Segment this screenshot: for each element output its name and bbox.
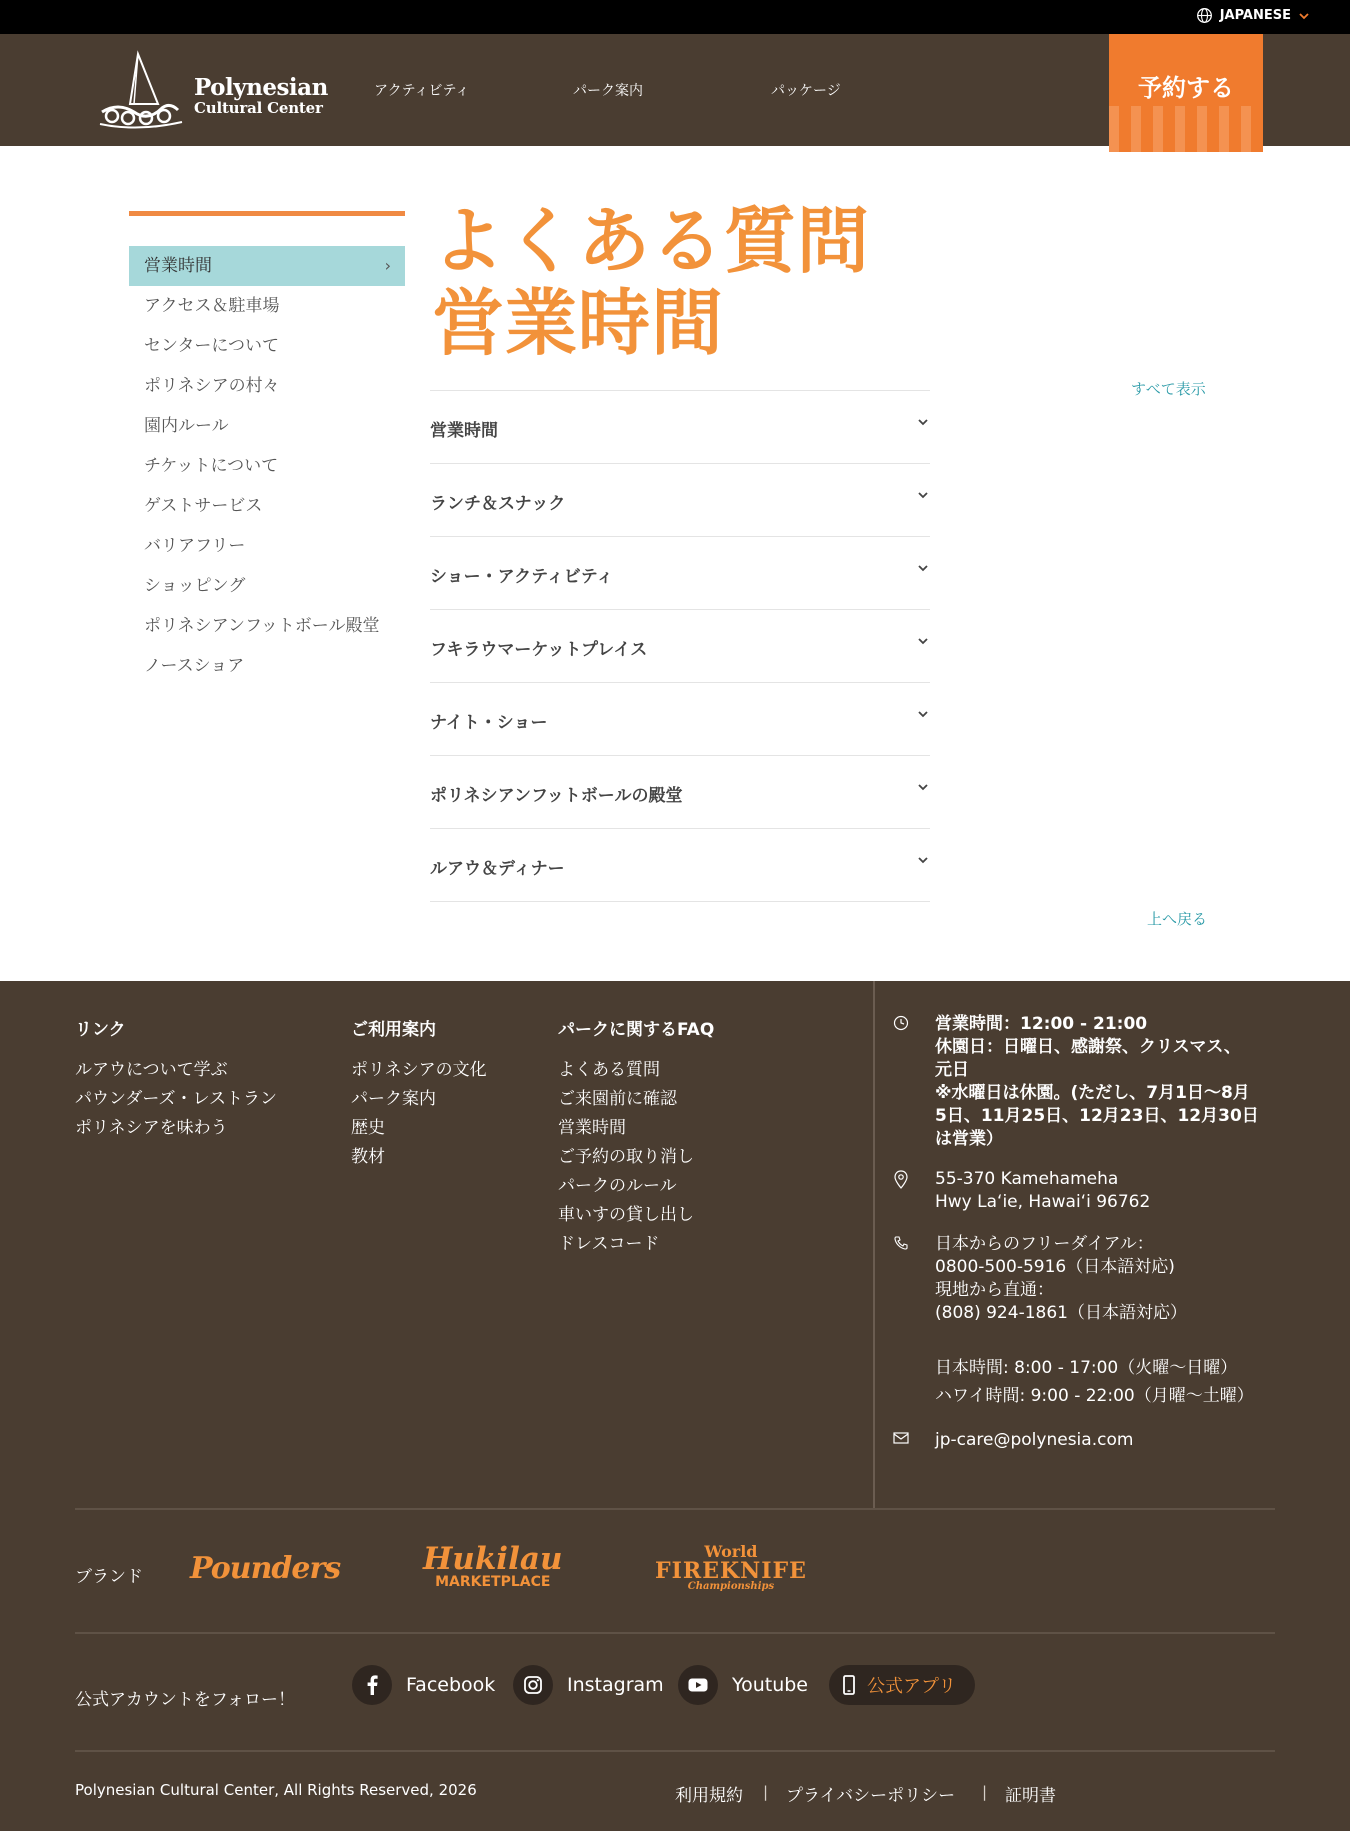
sidebar-item-about-center[interactable]: センターについて [144,336,279,356]
faq-item-football-hall[interactable] [430,756,930,829]
privacy-policy-link[interactable]: プライバシーポリシー [786,1786,956,1806]
nav-activities[interactable]: アクティビティ [374,83,470,99]
sidebar-item-tickets[interactable]: チケットについて [144,456,279,476]
footer-link-hours[interactable]: 営業時間 [558,1118,626,1138]
faq-item-luau[interactable] [430,829,930,902]
site-footer [0,981,1350,1831]
phone-line: 日本からのフリーダイアル： [935,1234,1154,1254]
footer-guide-column [351,1015,487,1172]
footer-guide-heading: ご利用案内 [351,1020,436,1040]
phone-icon [893,1235,909,1251]
page-title-line2: 営業時間 [432,281,725,365]
hours-line: 休園日：日曜日、感謝祭、クリスマス、 [935,1037,1241,1057]
chevron-down-icon [916,415,930,429]
instagram-link[interactable] [513,1665,664,1705]
faq-question: フキラウマーケットプレイス [430,640,648,660]
certificate-link[interactable]: 証明書 [1005,1786,1056,1806]
phone-line: 現地から直通： [935,1280,1054,1300]
email-link[interactable]: jp-care@polynesia.com [935,1430,1134,1450]
footer-faq-column [558,1015,714,1259]
official-app-button[interactable] [829,1665,975,1705]
smartphone-icon [843,1675,855,1695]
logo-canoe-icon [98,46,198,132]
hours-line: 営業時間：12:00 - 21:00 [935,1014,1148,1034]
official-app-label: 公式アプリ [867,1676,957,1697]
footer-link-faq[interactable]: よくある質問 [558,1060,660,1080]
youtube-link[interactable] [678,1665,808,1705]
site-logo[interactable] [98,46,328,132]
footer-links-column [75,1015,277,1143]
faq-accordion [430,390,930,902]
brand-fireknife-sub: Championships [687,1581,775,1592]
footer-link-park-guide[interactable]: パーク案内 [351,1089,436,1109]
clock-icon [893,1015,909,1031]
language-label: JAPANESE [1219,8,1291,23]
legal-separator: | [763,1783,769,1801]
sidebar-item-park-rules[interactable]: 園内ルール [144,416,229,436]
footer-divider [75,1750,1275,1752]
faq-item-hours[interactable] [430,391,930,464]
brand-hukilau-text: Hukilau [423,1541,563,1577]
address-line: 55-370 Kamehameha [935,1169,1119,1189]
top-bar [0,0,1350,34]
chevron-down-icon [916,488,930,502]
footer-link-history[interactable]: 歴史 [351,1118,385,1138]
footer-email [893,1429,1293,1452]
follow-label: 公式アカウントをフォロー！ [75,1690,295,1710]
brand-pounders-logo[interactable] [190,1551,341,1586]
chevron-down-icon [916,853,930,867]
sidebar-item-access-parking[interactable]: アクセス＆駐車場 [144,296,280,316]
footer-address [893,1168,1293,1214]
faq-item-hukilau[interactable] [430,610,930,683]
address-line: Hwy Laʻie, Hawaiʻi 96762 [935,1192,1151,1212]
brand-hukilau-sub: MARKETPLACE [435,1574,551,1590]
site-header [0,34,1350,146]
nav-park-guide[interactable]: パーク案内 [573,83,643,99]
brand-hukilau-logo[interactable] [423,1541,563,1590]
sidebar-item-guest-services[interactable]: ゲストサービス [144,496,263,516]
facebook-icon [352,1665,392,1705]
footer-hours [893,1013,1293,1151]
sidebar-accent-line [129,211,405,216]
brand-pounders-text: Pounders [190,1551,341,1586]
footer-link-before-visit[interactable]: ご来園前に確認 [558,1089,677,1109]
show-all-link[interactable]: すべて表示 [1131,380,1206,398]
hours-line: ※水曜日は休園。(ただし、7月1日〜8月 [935,1083,1250,1103]
footer-link-luau[interactable]: ルアウについて学ぶ [75,1060,228,1080]
sidebar-item-villages[interactable]: ポリネシアの村々 [144,376,280,396]
sidebar-item-shopping[interactable]: ショッピング [144,576,246,596]
footer-link-culture[interactable]: ポリネシアの文化 [351,1060,487,1080]
sidebar-item-football-hall[interactable]: ポリネシアンフットボール殿堂 [144,616,380,636]
book-button[interactable] [1109,34,1263,152]
globe-icon [1196,7,1213,24]
nav-packages[interactable]: パッケージ [771,83,841,99]
footer-phone [893,1233,1293,1410]
brand-fireknife-logo[interactable] [655,1544,807,1592]
logo-text-line1: Polynesian [194,74,328,101]
chevron-down-icon [916,561,930,575]
phone-line[interactable]: (808) 924-1861（日本語対応） [935,1303,1187,1323]
faq-item-shows[interactable] [430,537,930,610]
faq-question: ランチ＆スナック [430,494,566,514]
youtube-icon [678,1665,718,1705]
faq-question: 営業時間 [430,421,498,441]
hours-line: 5日、11月25日、12月23日、12月30日 [935,1106,1259,1126]
book-button-label: 予約する [1138,74,1234,102]
faq-question: ルアウ＆ディナー [430,859,565,879]
phone-spacer-line [935,1325,1293,1354]
brand-fireknife-top: World [704,1542,758,1561]
footer-link-cancel[interactable]: ご予約の取り消し [558,1147,694,1167]
footer-vertical-divider [873,981,875,1508]
terms-link[interactable]: 利用規約 [675,1786,743,1806]
sidebar-item-label: 営業時間 [144,256,212,276]
brand-label: ブランド [75,1567,143,1587]
logo-text-line2: Cultural Center [194,99,323,117]
footer-link-dress-code[interactable]: ドレスコード [558,1234,660,1254]
footer-link-wheelchair[interactable]: 車いすの貸し出し [558,1205,694,1225]
footer-link-materials[interactable]: 教材 [351,1147,385,1167]
phone-line[interactable]: 0800-500-5916（日本語対応) [935,1257,1175,1277]
mail-icon [893,1431,909,1445]
chevron-down-icon [916,634,930,648]
faq-question: ナイト・ショー [430,713,548,733]
faq-question: ポリネシアンフットボールの殿堂 [430,786,683,806]
chevron-down-icon [1298,10,1310,22]
footer-faq-heading: パークに関するFAQ [558,1020,715,1040]
footer-link-taste[interactable]: ポリネシアを味わう [75,1118,228,1138]
instagram-icon [513,1665,553,1705]
faq-category-sidebar [129,246,405,686]
chevron-right-icon: › [384,256,391,275]
faq-item-night-show[interactable] [430,683,930,756]
footer-divider [75,1508,1275,1510]
facebook-label: Facebook [406,1674,496,1696]
phone-line: ハワイ時間: 9:00 - 22:00（月曜〜土曜） [935,1386,1254,1406]
sidebar-item-north-shore[interactable]: ノースショア [144,656,245,676]
sidebar-item-barrier-free[interactable]: バリアフリー [144,536,246,556]
footer-link-pounders[interactable]: パウンダーズ・レストラン [75,1089,277,1109]
phone-line: 日本時間: 8:00 - 17:00（火曜〜日曜） [935,1358,1238,1378]
faq-item-lunch[interactable] [430,464,930,537]
footer-links-heading: リンク [75,1020,126,1040]
legal-separator: | [982,1783,988,1801]
footer-divider [75,1632,1275,1634]
instagram-label: Instagram [567,1674,664,1696]
book-button-decoration [1109,106,1263,152]
page-title-line1: よくある質問 [432,199,871,283]
map-pin-icon [893,1170,909,1190]
facebook-link[interactable] [352,1665,495,1705]
faq-question: ショー・アクティビティ [430,567,614,587]
youtube-label: Youtube [732,1674,808,1696]
hours-line: 元日 [935,1060,969,1080]
back-to-top-link[interactable]: 上へ戻る [1147,910,1208,928]
sidebar-item-hours[interactable] [129,246,405,286]
footer-link-rules[interactable]: パークのルール [558,1176,677,1196]
chevron-down-icon [916,780,930,794]
hours-line: は営業） [935,1129,1003,1149]
language-selector[interactable] [1196,7,1310,24]
brand-fireknife-main: FIREKNIFE [655,1558,807,1584]
page-title [432,200,870,364]
copyright-text: Polynesian Cultural Center, All Rights Reserved, 2026 [75,1781,477,1799]
chevron-down-icon [916,707,930,721]
